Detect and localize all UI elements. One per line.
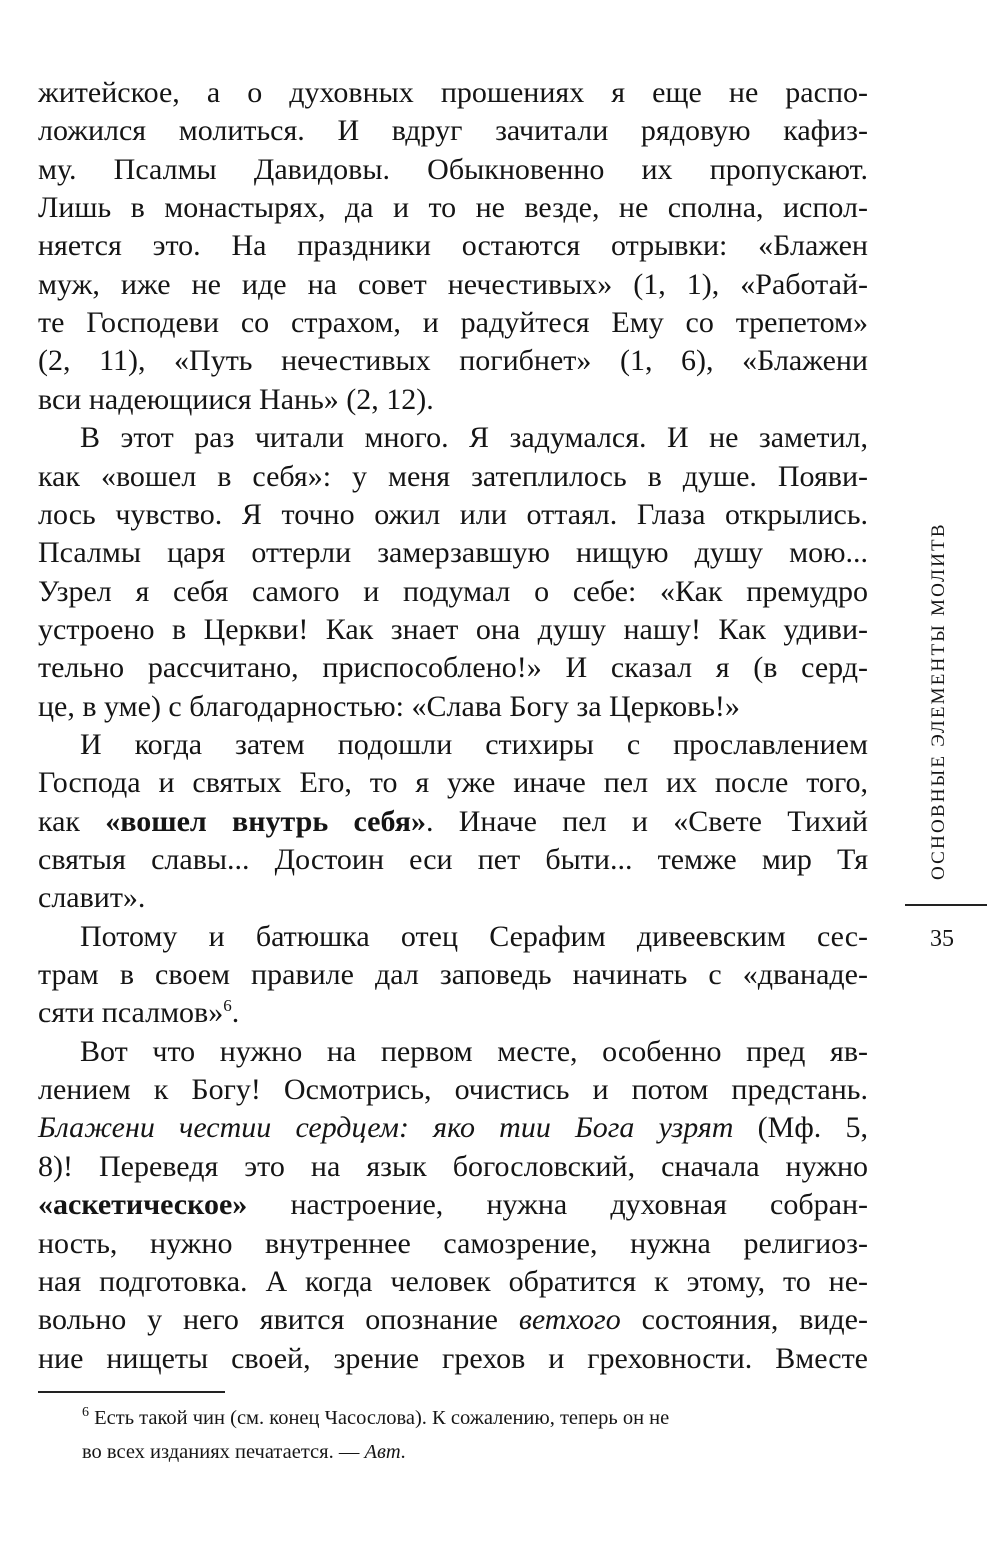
text-run: ность, нужно внутреннее самозрение, нужна религиоз- xyxy=(38,1226,868,1260)
text-run: ложился молиться. И вдруг зачитали рядовую кафиз- xyxy=(38,114,868,148)
text-line xyxy=(38,1263,868,1301)
text-line xyxy=(38,764,868,802)
text-run: вси надеющиися Нань» (2, 12). xyxy=(38,382,434,416)
text-run: ние нищеты своей, зрение грехов и греховности. Вместе xyxy=(38,1341,868,1375)
text-run: Лишь в монастырях, да и то не везде, не сполна, испол- xyxy=(38,191,868,225)
text-run: му. Псалмы Давидовы. Обыкновенно их пропускают. xyxy=(38,152,868,186)
text-run: славит». xyxy=(38,881,146,915)
text-run: как xyxy=(38,804,106,838)
text-run: няется это. На праздники остаются отрывки: «Блажен xyxy=(38,229,868,263)
footnote-text-2: во всех изданиях печатается. — xyxy=(82,1441,365,1463)
text-run: как «вошел в себя»: у меня затеплилось в душе. Появи- xyxy=(38,459,868,493)
footnote-divider xyxy=(38,1391,225,1393)
text-line xyxy=(38,74,868,112)
text-line xyxy=(38,458,868,496)
text-run: святыя славы... Достоин еси пет быти... темже мир Тя xyxy=(38,843,868,876)
text-line xyxy=(38,112,868,150)
text-line xyxy=(38,227,868,265)
text-line xyxy=(38,803,868,841)
text-line xyxy=(38,534,868,572)
text-run: настроение, нужна духовная собран- xyxy=(247,1188,868,1222)
text-run: муж, иже не иде на совет нечестивых» (1, 1), «Работай- xyxy=(38,267,868,301)
text-run: вольно у него явится опознание xyxy=(38,1303,519,1337)
text-run: сяти псалмов» xyxy=(38,996,224,1030)
footnote-author: Авт. xyxy=(364,1441,407,1463)
text-run: 8)! Переведя это на язык богословский, сначала нужно xyxy=(38,1149,868,1183)
text-run: житейское, а о духовных прошениях я еще не распо- xyxy=(38,76,868,109)
text-line xyxy=(38,266,868,304)
text-line xyxy=(38,994,868,1032)
footnote-line-2 xyxy=(82,1439,406,1465)
footnote-marker: 6 xyxy=(82,1405,89,1421)
text-run: . xyxy=(231,996,240,1030)
text-line xyxy=(38,611,868,649)
text-line xyxy=(38,688,868,726)
footnote-line-1 xyxy=(82,1405,669,1431)
text-line xyxy=(38,1186,868,1224)
text-line xyxy=(38,649,868,687)
text-line xyxy=(38,1340,868,1378)
text-line xyxy=(38,496,868,534)
text-line xyxy=(38,342,868,380)
text-line xyxy=(38,573,868,611)
text-run: . Иначе пел и «Свете Тихий xyxy=(425,804,868,838)
text-run: И когда затем подошли стихиры с прославлением xyxy=(80,727,868,761)
text-run: тельно рассчитано, приспособлено!» И сказал я (в серд- xyxy=(38,651,868,685)
text-run: (Мф. 5, xyxy=(733,1111,868,1145)
text-run: Псалмы царя оттерли замерзавшую нищую душу мою... xyxy=(38,536,868,570)
page-number: 35 xyxy=(930,926,954,952)
text-line xyxy=(38,189,868,227)
text-line xyxy=(38,1148,868,1186)
text-run: Потому и батюшка отец Серафим дивеевским сес- xyxy=(80,919,868,953)
text-run: трам в своем правиле дал заповедь начинать с «дванаде- xyxy=(38,958,868,992)
text-run: Вот что нужно на первом месте, особенно пред яв- xyxy=(80,1034,868,1068)
text-line xyxy=(38,419,868,457)
text-line xyxy=(38,381,868,419)
text-run: Узрел я себя самого и подумал о себе: «Как премудро xyxy=(38,574,868,608)
text-line xyxy=(38,1225,868,1263)
text-run: устроено в Церкви! Как знает она душу нашу! Как удиви- xyxy=(38,612,868,646)
text-line xyxy=(38,918,868,956)
text-run: В этот раз читали много. Я задумался. И не заметил, xyxy=(80,421,868,455)
footnote-text: Есть такой чин (см. конец Часослова). К сожалению, теперь он не xyxy=(94,1407,670,1429)
italic-text: Блажени честии сердцем: яко тии Бога узрят xyxy=(38,1111,734,1145)
text-run: лось чувство. Я точно ожил или оттаял. Глаза открылись. xyxy=(38,497,868,531)
text-line xyxy=(38,1109,868,1147)
text-run: ная подготовка. А когда человек обратится к этому, то не- xyxy=(38,1264,868,1298)
italic-text: ветхого xyxy=(518,1303,621,1337)
bold-text: «аскетическое» xyxy=(38,1188,248,1222)
running-head: ОСНОВНЫЕ ЭЛЕМЕНТЫ МОЛИТВ xyxy=(928,522,949,880)
text-run: состояния, виде- xyxy=(620,1303,868,1337)
running-head-rule xyxy=(905,904,987,906)
text-line xyxy=(38,956,868,994)
text-line xyxy=(38,1301,868,1339)
text-line xyxy=(38,1071,868,1109)
text-line xyxy=(38,879,868,917)
bold-text: «вошел внутрь себя» xyxy=(105,804,426,838)
text-run: те Господеви со страхом, и радуйтеся Ему со трепетом» xyxy=(38,306,868,340)
text-line xyxy=(38,726,868,764)
text-line xyxy=(38,304,868,342)
text-line xyxy=(38,151,868,189)
text-run: (2, 11), «Путь нечестивых погибнет» (1, 6), «Блажени xyxy=(38,344,868,378)
text-line xyxy=(38,841,868,879)
footnote-reference: 6 xyxy=(223,996,232,1016)
text-run: це, в уме) с благодарностью: «Слава Богу за Церковь!» xyxy=(38,689,740,723)
text-run: Господа и святых Его, то я уже иначе пел их после того, xyxy=(38,766,868,800)
text-run: лением к Богу! Осмотрись, очистись и потом предстань. xyxy=(38,1073,868,1107)
text-line xyxy=(38,1033,868,1071)
